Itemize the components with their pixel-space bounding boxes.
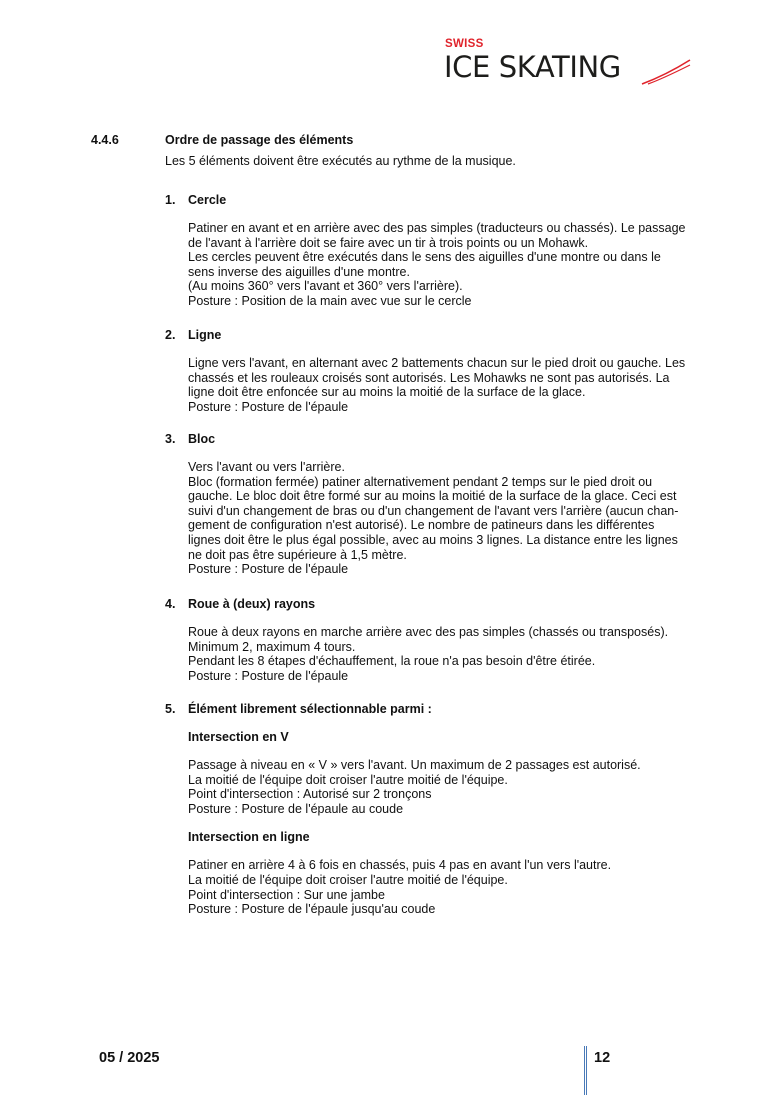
item-line: Minimum 2, maximum 4 tours. xyxy=(188,639,356,654)
item-number: 5. xyxy=(165,702,176,716)
item-line: suivi d'un changement de bras ou d'un changement de l'avant vers l'arrière (aucun chan- xyxy=(188,503,679,518)
sub-element-intersection-v xyxy=(188,730,725,816)
item-line: Patiner en avant et en arrière avec des pas simples (traducteurs ou chassés). Le passage xyxy=(188,221,686,235)
section-intro: Les 5 éléments doivent être exécutés au rythme de la musique. xyxy=(165,154,516,168)
item-line: sens inverse des aiguilles d'une montre. xyxy=(188,264,410,279)
item-line: Posture : Position de la main avec vue sur le cercle xyxy=(188,293,472,308)
item-line: Vers l'avant ou vers l'arrière. xyxy=(188,460,345,474)
item-title: Cercle xyxy=(188,193,227,207)
item-line: Les cercles peuvent être exécutés dans le sens des aiguilles d'une montre ou dans le xyxy=(188,250,661,265)
element-item-libre xyxy=(165,702,725,917)
element-item-roue xyxy=(165,597,725,683)
sub-element-title: Intersection en V xyxy=(188,730,289,744)
item-line: Passage à niveau en « V » vers l'avant. Un maximum de 2 passages est autorisé. xyxy=(188,758,641,772)
footer-divider xyxy=(584,1046,587,1095)
item-line: Posture : Posture de l'épaule xyxy=(188,399,349,414)
sub-element-intersection-ligne xyxy=(188,830,725,916)
element-item-cercle xyxy=(165,193,725,309)
item-number: 2. xyxy=(165,328,176,342)
element-item-ligne xyxy=(165,328,725,414)
item-line: gauche. Le bloc doit être formé sur au moins la moitié de la surface de la glace. Ceci est xyxy=(188,489,677,504)
logo-swiss-text: SWISS xyxy=(445,38,484,50)
sub-element-title: Intersection en ligne xyxy=(188,830,310,845)
item-line: lignes doit être le plus égal possible, avec au moins 3 lignes. La distance entre les lignes xyxy=(188,532,678,547)
item-line: Patiner en arrière 4 à 6 fois en chassés, puis 4 pas en avant l'un vers l'autre. xyxy=(188,858,612,873)
item-line: gement de configuration n'est autorisé). Le nombre de patineurs dans les différentes xyxy=(188,518,655,533)
logo-ice-skating-text: ICE SKATING xyxy=(444,50,621,84)
page-number: 12 xyxy=(594,1050,611,1066)
item-line: ne doit pas être supérieure à 1,5 mètre. xyxy=(188,547,407,562)
swiss-ice-skating-logo xyxy=(444,38,694,94)
section-title: Ordre de passage des éléments xyxy=(165,133,354,147)
item-line: Posture : Posture de l'épaule jusqu'au coude xyxy=(188,902,436,917)
item-line: Posture : Posture de l'épaule xyxy=(188,562,349,577)
item-line: La moitié de l'équipe doit croiser l'autre moitié de l'équipe. xyxy=(188,872,508,887)
item-line: chassés et les rouleaux croisés sont autorisés. Les Mohawks ne sont pas autorisés. La xyxy=(188,370,670,385)
item-line: Ligne vers l'avant, en alternant avec 2 battements chacun sur le pied droit ou gauche. Les xyxy=(188,356,686,370)
item-line: Posture : Posture de l'épaule xyxy=(188,668,349,683)
footer-date: 05 / 2025 xyxy=(99,1050,160,1066)
element-item-bloc xyxy=(165,432,725,577)
item-line: Pendant les 8 étapes d'échauffement, la roue n'a pas besoin d'être étirée. xyxy=(188,654,596,669)
logo-swoosh-icon xyxy=(640,58,692,86)
item-body xyxy=(188,356,725,414)
item-line: Roue à deux rayons en marche arrière avec des pas simples (chassés ou transposés). xyxy=(188,625,669,639)
item-line: (Au moins 360° vers l'avant et 360° vers l'arrière). xyxy=(188,279,463,294)
item-line: Posture : Posture de l'épaule au coude xyxy=(188,801,404,816)
item-line: de l'avant à l'arrière doit se faire avec un tir à trois points ou un Mohawk. xyxy=(188,235,589,250)
item-line: Bloc (formation fermée) patiner alternativement pendant 2 temps sur le pied droit ou xyxy=(188,474,653,489)
item-number: 3. xyxy=(165,432,176,446)
item-body xyxy=(188,625,725,683)
item-title: Ligne xyxy=(188,328,222,342)
item-title: Bloc xyxy=(188,432,216,446)
item-number: 4. xyxy=(165,597,176,611)
item-body xyxy=(188,221,725,309)
section-number: 4.4.6 xyxy=(91,133,119,147)
item-line: Point d'intersection : Autorisé sur 2 tronçons xyxy=(188,787,432,802)
item-body xyxy=(188,460,725,577)
item-title: Roue à (deux) rayons xyxy=(188,597,316,611)
item-line: La moitié de l'équipe doit croiser l'autre moitié de l'équipe. xyxy=(188,772,508,787)
item-line: ligne doit être enfoncée sur au moins la moitié de la surface de la glace. xyxy=(188,385,586,400)
item-line: Point d'intersection : Sur une jambe xyxy=(188,887,385,902)
item-title: Élément librement sélectionnable parmi : xyxy=(188,702,432,716)
item-number: 1. xyxy=(165,193,176,207)
